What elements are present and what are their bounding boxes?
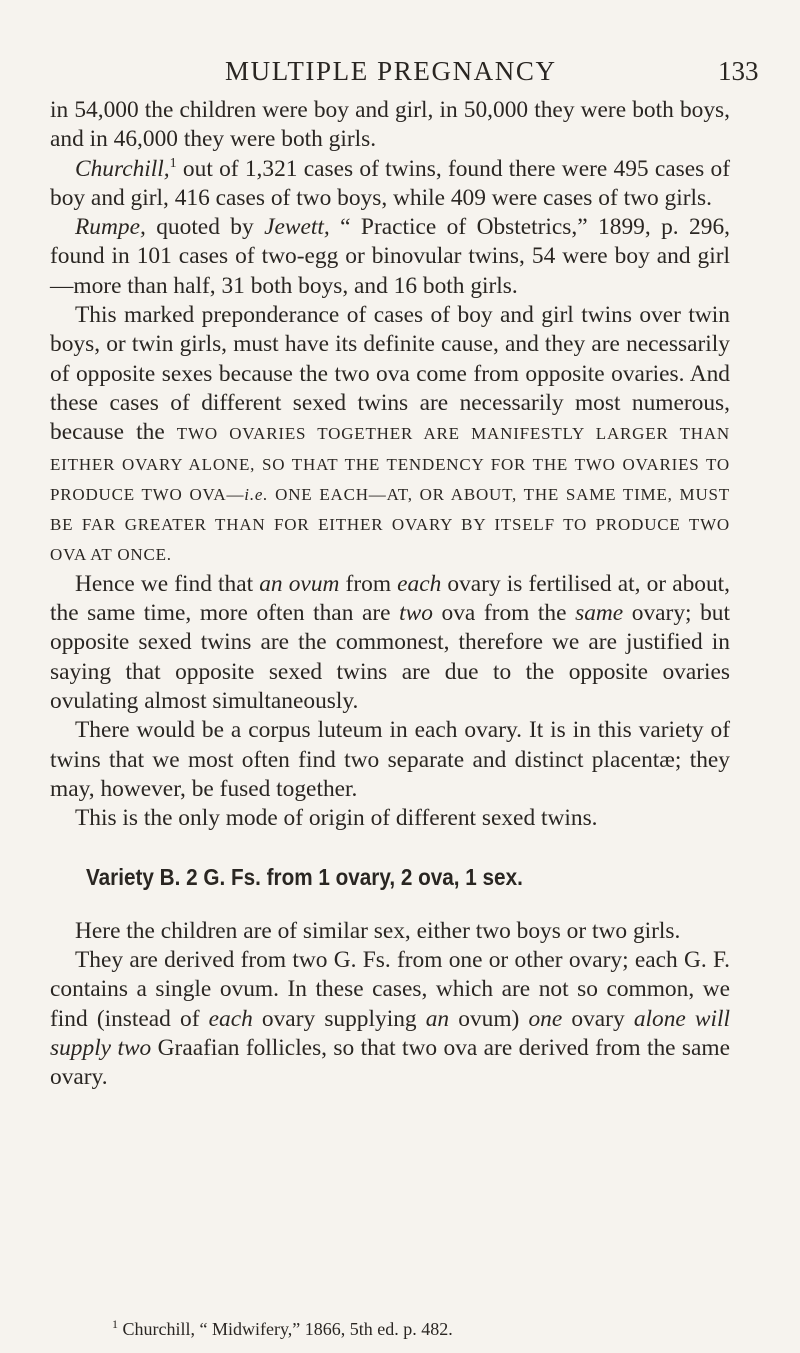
paragraph-text: out of 1,321 cases of twins, found there were 495 cases of boy and girl, 416 cases of two boys, while 409 were cases of two girls.	[50, 155, 730, 211]
author-name: Rumpe,	[75, 214, 146, 241]
italic-text: two	[399, 600, 433, 627]
paragraph-text: Graafian follicles, so that two ova are derived from the same ovary.	[50, 1034, 730, 1091]
heading-spacer	[50, 893, 730, 917]
running-title: MULTIPLE PREGNANCY	[225, 56, 557, 86]
italic-text: alone will supply two	[50, 1005, 731, 1061]
paragraph	[50, 96, 730, 155]
italic-text: each	[208, 1005, 253, 1032]
paragraph	[50, 155, 730, 214]
body-text	[50, 96, 730, 1093]
section-heading: Variety B. 2 G. Fs. from 1 ovary, 2 ova, 1 sex.	[86, 864, 523, 891]
italic-text: each	[397, 570, 442, 597]
paragraph-text: There would be a corpus luteum in each ovary. It is in this variety of twins that we most often find two separate and distinct placentæ; they may, however, be fused together.	[50, 717, 730, 802]
paragraph-text: ovary supplying	[252, 1005, 426, 1032]
paragraph-text: Here the children are of similar sex, either two boys or two girls.	[75, 917, 681, 944]
paragraph-text: This marked preponderance of cases of boy and girl twins over twin boys, or twin girls, must have its definite cause, and they are necessarily of opposite sexes because the two ova come from opposite ovaries. And these cases of different sexed twins are necessarily most numerous, because the	[50, 302, 730, 446]
footnote-text: Churchill, “ Midwifery,” 1866, 5th ed. p. 482.	[118, 1319, 453, 1339]
author-name: Churchill,	[75, 155, 170, 182]
paragraph-text: “ Practice of Obstetrics,” 1899, p. 296, found in 101 cases of two-egg or binovular twins, 54 were boy and girl—more than half, 31 both boys, and 16 both girls.	[50, 214, 730, 299]
paragraph	[50, 213, 730, 301]
paragraph-text: from	[339, 570, 398, 597]
footnote	[50, 1319, 730, 1340]
paragraph-text: quoted by	[145, 214, 265, 241]
paragraph	[50, 570, 730, 716]
italic-text: an	[425, 1005, 450, 1032]
italic-text: an ovum	[259, 570, 340, 597]
italic-text: i.e.	[244, 484, 269, 504]
paragraph	[50, 917, 730, 946]
paragraph-text: ovum)	[449, 1005, 529, 1032]
small-caps-text: ONE EACH—AT, OR ABOUT, THE SAME TIME, MUST BE FAR GREATER THAN FOR EITHER OVARY BY ITSELF TO PRODUCE TWO OVA AT ONCE.	[50, 484, 730, 565]
author-name: Jewett,	[264, 214, 330, 241]
small-caps-text: TWO OVARIES TOGETHER ARE MANIFESTLY LARGER THAN EITHER OVARY ALONE, SO THAT THE TENDENCY FOR THE TWO OVARIES TO PRODUCE TWO OVA—	[50, 424, 730, 504]
page-number: 133	[718, 56, 759, 86]
page-header	[0, 56, 800, 92]
paragraph-text: ovary is fertilised at, or about, the same time, more often than are	[50, 570, 731, 627]
paragraph-text: They are derived from two G. Fs. from one or other ovary; each G. F. contains a single ovum. In these cases, which are not so common, we find (instead of	[50, 947, 730, 1032]
paragraph	[50, 946, 730, 1092]
paragraph-text: ovary; but opposite sexed twins are the commonest, therefore we are justified in saying that opposite sexed twins are due to the opposite ovaries ovulating almost simultaneously.	[50, 600, 730, 714]
paragraph-text: ovary	[562, 1005, 634, 1032]
paragraph	[50, 716, 730, 804]
paragraph-text: This is the only mode of origin of different sexed twins.	[75, 805, 598, 832]
paragraph-text: in 54,000 the children were boy and girl, in 50,000 they were both boys, and in 46,000 they were both girls.	[50, 97, 730, 153]
paragraph	[50, 804, 730, 833]
footnote-mark: 1	[112, 1317, 118, 1331]
paragraph-text: Hence we find that	[75, 570, 260, 597]
italic-text: one	[528, 1005, 563, 1032]
italic-text: same	[575, 600, 624, 627]
footnote-ref: 1	[169, 155, 177, 171]
paragraph	[50, 301, 730, 570]
paragraph-text: ova from the	[432, 600, 576, 627]
